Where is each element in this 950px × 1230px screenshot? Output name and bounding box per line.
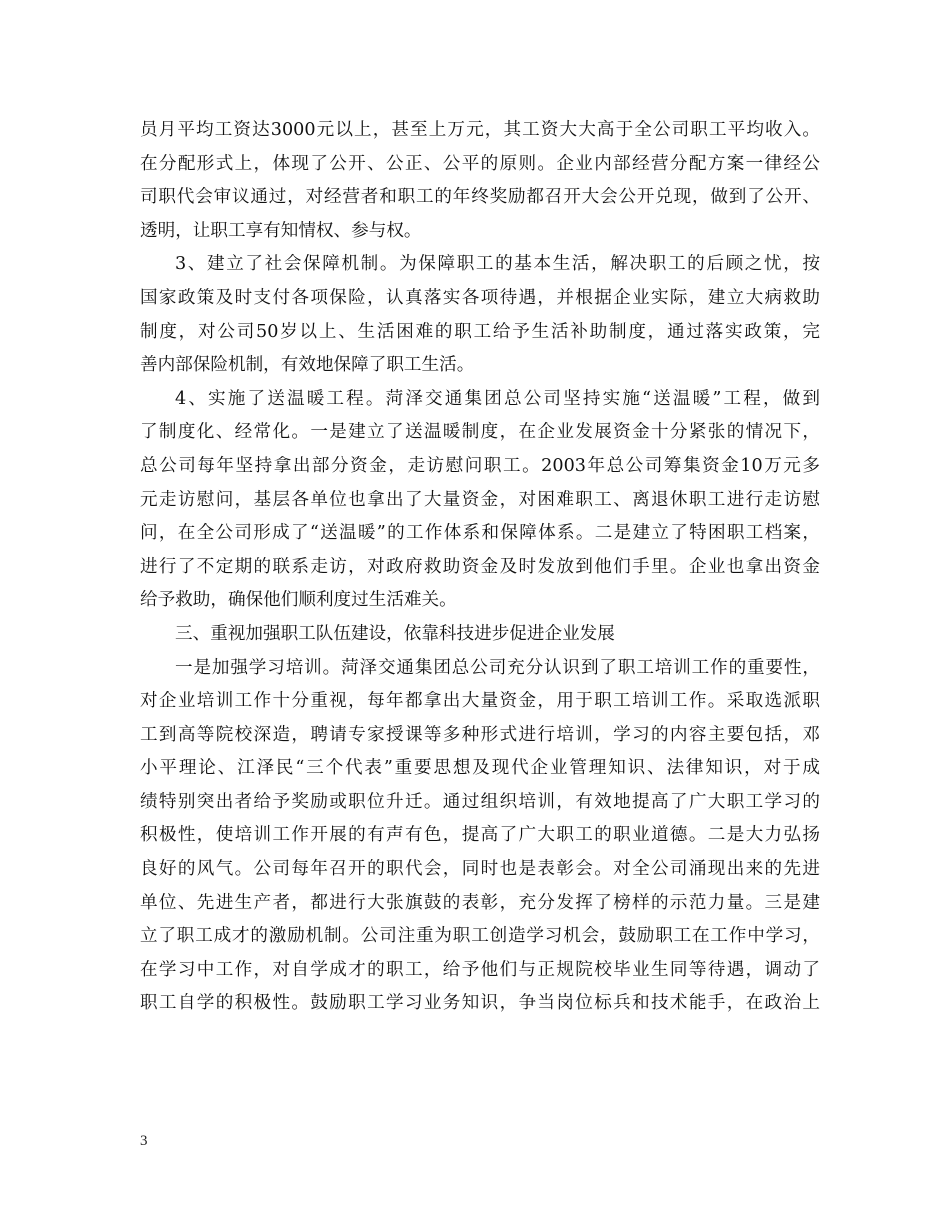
- paragraph-social-security: [140, 248, 820, 382]
- text-line: 良好的风气。公司每年召开的职代会，同时也是表彰会。对全公司涌现出来的先进: [140, 859, 820, 880]
- text-line: 对企业培训工作十分重视，每年都拿出大量资金，用于职工培训工作。采取选派职: [140, 691, 820, 712]
- text-line: 员月平均工资达3000元以上，甚至上万元，其工资大大高于全公司职工平均收入。: [140, 120, 820, 140]
- text-line: 制度，对公司50岁以上、生活困难的职工给予生活补助制度，通过落实政策，完: [140, 321, 820, 342]
- text-line: 工到高等院校深造，聘请专家授课等多种形式进行培训，学习的内容主要包括，邓: [140, 724, 820, 745]
- text-line: 进行了不定期的联系走访，对政府救助资金及时发放到他们手里。企业也拿出资金: [140, 556, 820, 577]
- text-line: 小平理论、江泽民“三个代表”重要思想及现代企业管理知识、法律知识，对于成: [140, 758, 820, 779]
- text-line: 一是加强学习培训。菏泽交通集团总公司充分认识到了职工培训工作的重要性，: [175, 657, 820, 678]
- text-line: 绩特别突出者给予奖励或职位升迁。通过组织培训，有效地提高了广大职工学习的: [140, 791, 820, 812]
- text-line: 总公司每年坚持拿出部分资金，走访慰问职工。2003年总公司筹集资金10万元多: [140, 455, 820, 476]
- text-line: 3、建立了社会保障机制。为保障职工的基本生活，解决职工的后顾之忧，按: [175, 254, 820, 275]
- text-line: 职工自学的积极性。鼓励职工学习业务知识，争当岗位标兵和技术能手，在政治上: [140, 993, 820, 1014]
- text-line: 问，在全公司形成了“送温暖”的工作体系和保障体系。二是建立了特困职工档案，: [140, 523, 820, 544]
- paragraph-training: [140, 652, 820, 1022]
- text-line: 了制度化、经常化。一是建立了送温暖制度，在企业发展资金十分紧张的情况下，: [140, 422, 820, 443]
- paragraph-salary: [140, 114, 820, 248]
- document-body: [140, 114, 820, 1021]
- text-line: 立了职工成才的激励机制。公司注重为职工创造学习机会，鼓励职工在工作中学习，: [140, 926, 820, 947]
- text-line: 单位、先进生产者，都进行大张旗鼓的表彰，充分发挥了榜样的示范力量。三是建: [140, 892, 820, 913]
- text-line: 积极性，使培训工作开展的有声有色，提高了广大职工的职业道德。二是大力弘扬: [140, 825, 820, 846]
- section-heading-text: 三、重视加强职工队伍建设，依靠科技进步促进企业发展: [175, 623, 615, 644]
- text-line: 善内部保险机制，有效地保障了职工生活。: [140, 355, 475, 376]
- text-line: 在学习中工作，对自学成才的职工，给予他们与正规院校毕业生同等待遇，调动了: [140, 959, 820, 980]
- text-line: 透明，让职工享有知情权、参与权。: [140, 220, 422, 241]
- text-line: 元走访慰问，基层各单位也拿出了大量资金，对困难职工、离退休职工进行走访慰: [140, 489, 820, 510]
- text-line: 4、实施了送温暖工程。菏泽交通集团总公司坚持实施“送温暖”工程，做到: [175, 388, 820, 409]
- text-line: 在分配形式上，体现了公开、公正、公平的原则。企业内部经营分配方案一律经公: [140, 153, 820, 174]
- text-line: 给予救助，确保他们顺利度过生活难关。: [140, 590, 457, 611]
- text-line: 司职代会审议通过，对经营者和职工的年终奖励都召开大会公开兑现，做到了公开、: [140, 187, 820, 208]
- section-heading: [140, 618, 820, 652]
- paragraph-warmth-project: [140, 383, 820, 618]
- text-line: 国家政策及时支付各项保险，认真落实各项待遇，并根据企业实际，建立大病救助: [140, 287, 820, 308]
- page-number: 3: [140, 1133, 148, 1149]
